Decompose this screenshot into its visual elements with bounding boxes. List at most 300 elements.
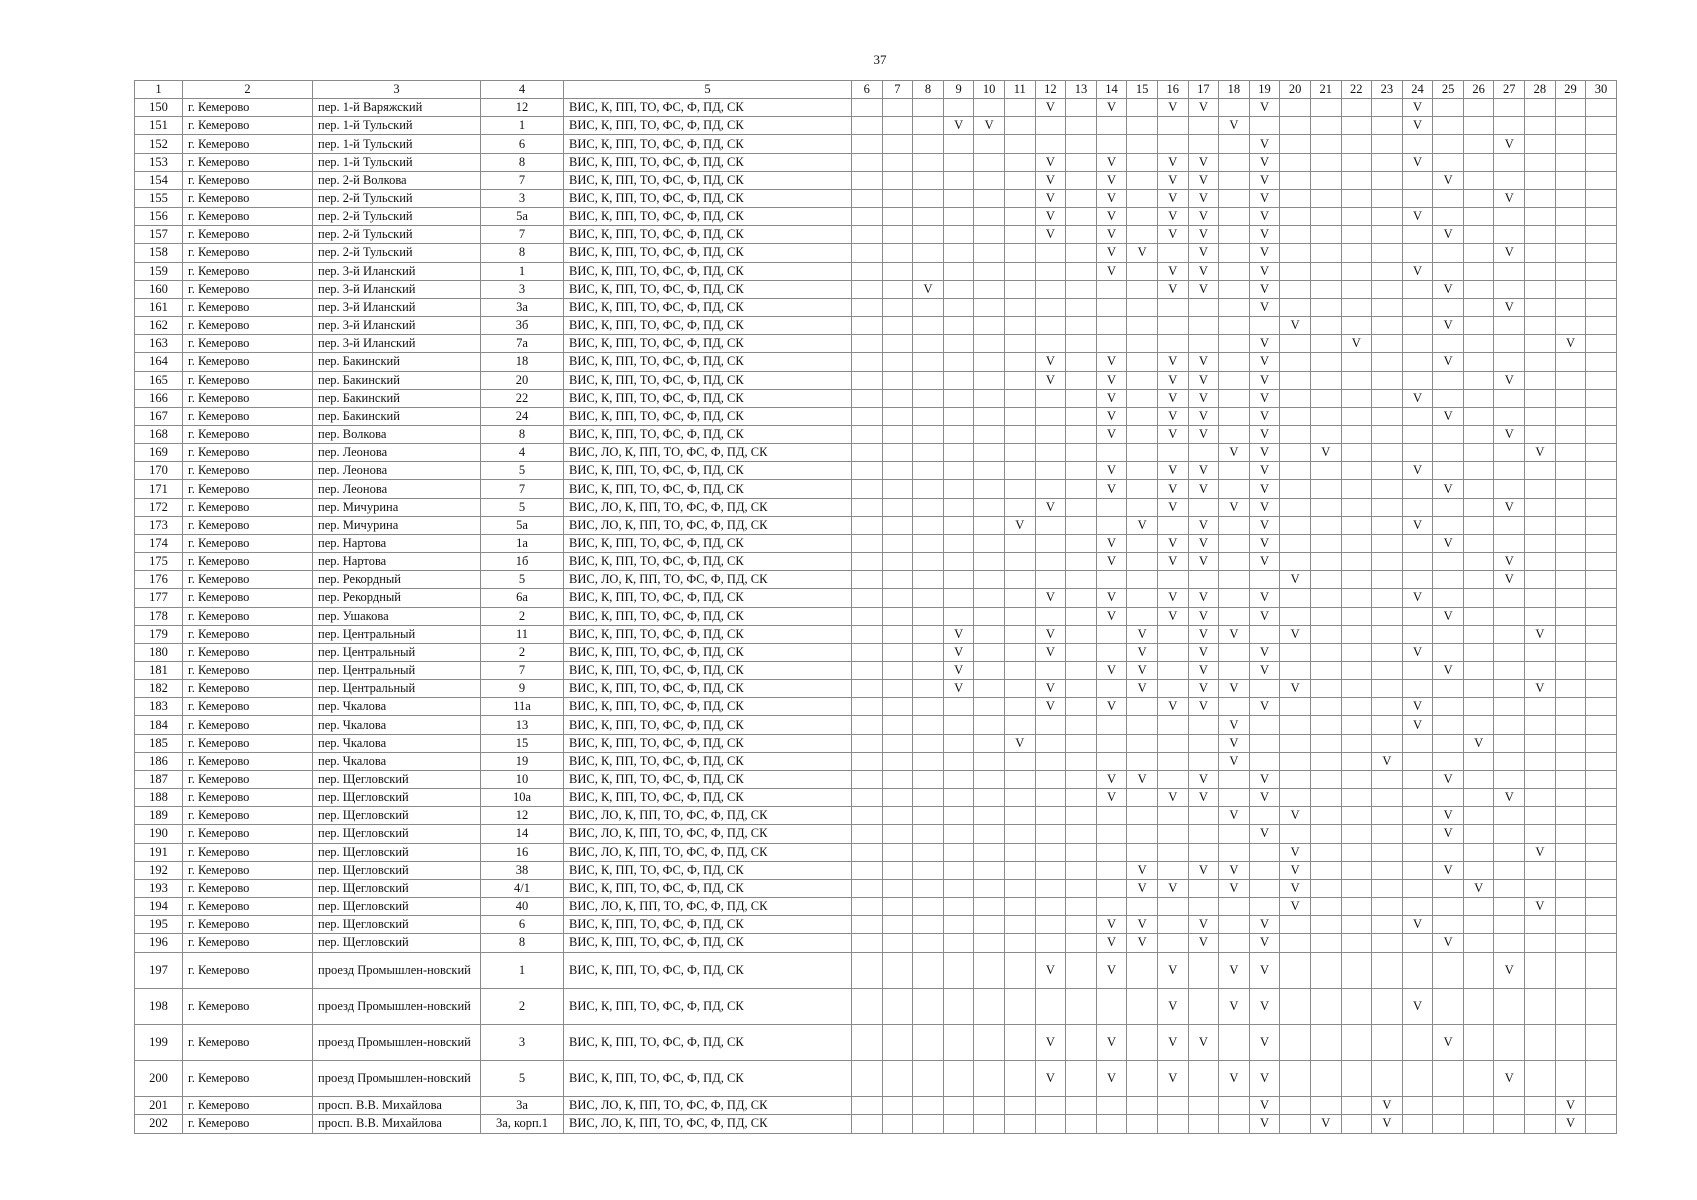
header-cell: 14 bbox=[1096, 81, 1127, 99]
mark-cell bbox=[1372, 625, 1403, 643]
mark-cell bbox=[1341, 135, 1372, 153]
mark-cell bbox=[1341, 516, 1372, 534]
mark-cell: V bbox=[1188, 226, 1219, 244]
mark-cell bbox=[1280, 371, 1311, 389]
mark-cell bbox=[1372, 879, 1403, 897]
mark-cell bbox=[1219, 407, 1250, 425]
row-number-cell: 193 bbox=[135, 879, 183, 897]
mark-cell bbox=[1310, 952, 1341, 988]
mark-cell: V bbox=[1249, 335, 1280, 353]
mark-cell bbox=[882, 208, 913, 226]
row-number-cell: 175 bbox=[135, 553, 183, 571]
mark-cell: V bbox=[1249, 371, 1280, 389]
mark-cell bbox=[1310, 171, 1341, 189]
mark-cell: V bbox=[1219, 952, 1250, 988]
mark-cell bbox=[1280, 1024, 1311, 1060]
codes-cell: ВИС, К, ПП, ТО, ФС, Ф, ПД, СК bbox=[564, 1024, 852, 1060]
mark-cell bbox=[1004, 898, 1035, 916]
mark-cell bbox=[1280, 135, 1311, 153]
header-cell: 21 bbox=[1310, 81, 1341, 99]
mark-cell bbox=[882, 117, 913, 135]
mark-cell bbox=[1219, 571, 1250, 589]
mark-cell bbox=[1219, 662, 1250, 680]
mark-cell bbox=[1157, 825, 1188, 843]
mark-cell bbox=[1096, 516, 1127, 534]
header-cell: 11 bbox=[1004, 81, 1035, 99]
table-row bbox=[135, 153, 1617, 171]
city-cell: г. Кемерово bbox=[183, 208, 313, 226]
mark-cell bbox=[1066, 298, 1097, 316]
mark-cell bbox=[1127, 389, 1158, 407]
row-number-cell: 152 bbox=[135, 135, 183, 153]
mark-cell bbox=[1066, 189, 1097, 207]
mark-cell bbox=[1219, 553, 1250, 571]
mark-cell bbox=[1525, 244, 1556, 262]
mark-cell bbox=[1249, 861, 1280, 879]
mark-cell bbox=[1280, 589, 1311, 607]
mark-cell bbox=[1463, 171, 1494, 189]
mark-cell bbox=[1525, 789, 1556, 807]
mark-cell: V bbox=[1341, 335, 1372, 353]
mark-cell bbox=[1035, 444, 1066, 462]
mark-cell bbox=[1494, 353, 1525, 371]
mark-cell bbox=[1066, 262, 1097, 280]
row-number-cell: 187 bbox=[135, 770, 183, 788]
mark-cell bbox=[1525, 879, 1556, 897]
house-cell: 18 bbox=[481, 353, 564, 371]
mark-cell: V bbox=[1402, 698, 1433, 716]
mark-cell bbox=[1494, 280, 1525, 298]
street-cell: пер. 1-й Тульский bbox=[313, 153, 481, 171]
mark-cell bbox=[974, 734, 1005, 752]
street-cell: проезд Промышлен-новский bbox=[313, 1061, 481, 1097]
mark-cell bbox=[1280, 553, 1311, 571]
mark-cell bbox=[882, 171, 913, 189]
mark-cell bbox=[1494, 879, 1525, 897]
mark-cell bbox=[1586, 607, 1617, 625]
house-cell: 10а bbox=[481, 789, 564, 807]
mark-cell bbox=[1127, 407, 1158, 425]
mark-cell bbox=[974, 934, 1005, 952]
city-cell: г. Кемерово bbox=[183, 807, 313, 825]
mark-cell bbox=[1463, 553, 1494, 571]
mark-cell bbox=[852, 280, 883, 298]
mark-cell: V bbox=[1280, 843, 1311, 861]
mark-cell: V bbox=[1280, 898, 1311, 916]
mark-cell bbox=[1555, 407, 1586, 425]
mark-cell bbox=[882, 298, 913, 316]
mark-cell: V bbox=[1433, 226, 1464, 244]
mark-cell bbox=[852, 117, 883, 135]
mark-cell bbox=[943, 407, 974, 425]
mark-cell bbox=[974, 789, 1005, 807]
mark-cell bbox=[974, 534, 1005, 552]
mark-cell: V bbox=[1188, 153, 1219, 171]
city-cell: г. Кемерово bbox=[183, 589, 313, 607]
table-row bbox=[135, 825, 1617, 843]
mark-cell: V bbox=[1004, 734, 1035, 752]
city-cell: г. Кемерово bbox=[183, 643, 313, 661]
mark-cell bbox=[882, 189, 913, 207]
header-cell: 20 bbox=[1280, 81, 1311, 99]
mark-cell: V bbox=[1372, 1097, 1403, 1115]
mark-cell bbox=[1433, 643, 1464, 661]
header-cell: 29 bbox=[1555, 81, 1586, 99]
mark-cell: V bbox=[1219, 752, 1250, 770]
mark-cell: V bbox=[1433, 807, 1464, 825]
mark-cell bbox=[1004, 843, 1035, 861]
mark-cell bbox=[974, 698, 1005, 716]
house-cell: 15 bbox=[481, 734, 564, 752]
mark-cell bbox=[1402, 407, 1433, 425]
mark-cell bbox=[1310, 226, 1341, 244]
mark-cell bbox=[1035, 662, 1066, 680]
codes-cell: ВИС, К, ПП, ТО, ФС, Ф, ПД, СК bbox=[564, 716, 852, 734]
mark-cell: V bbox=[1188, 1024, 1219, 1060]
mark-cell bbox=[1525, 335, 1556, 353]
mark-cell bbox=[1157, 625, 1188, 643]
street-cell: проезд Промышлен-новский bbox=[313, 952, 481, 988]
mark-cell bbox=[1463, 716, 1494, 734]
mark-cell: V bbox=[1433, 607, 1464, 625]
mark-cell: V bbox=[1188, 698, 1219, 716]
mark-cell bbox=[1586, 898, 1617, 916]
mark-cell bbox=[1310, 1061, 1341, 1097]
mark-cell bbox=[1463, 589, 1494, 607]
house-cell: 5 bbox=[481, 571, 564, 589]
mark-cell: V bbox=[1096, 916, 1127, 934]
mark-cell: V bbox=[1249, 189, 1280, 207]
mark-cell bbox=[1433, 752, 1464, 770]
mark-cell bbox=[974, 898, 1005, 916]
mark-cell: V bbox=[1096, 153, 1127, 171]
mark-cell bbox=[1310, 135, 1341, 153]
mark-cell: V bbox=[1494, 1061, 1525, 1097]
mark-cell bbox=[1586, 298, 1617, 316]
house-cell: 8 bbox=[481, 244, 564, 262]
mark-cell: V bbox=[1494, 571, 1525, 589]
mark-cell bbox=[1463, 407, 1494, 425]
mark-cell bbox=[1555, 208, 1586, 226]
mark-cell bbox=[1188, 734, 1219, 752]
mark-cell: V bbox=[1188, 262, 1219, 280]
mark-cell bbox=[943, 589, 974, 607]
mark-cell: V bbox=[1127, 879, 1158, 897]
mark-cell: V bbox=[1096, 480, 1127, 498]
mark-cell bbox=[1280, 298, 1311, 316]
mark-cell: V bbox=[1096, 934, 1127, 952]
mark-cell: V bbox=[1157, 389, 1188, 407]
mark-cell bbox=[913, 117, 944, 135]
mark-cell bbox=[1586, 698, 1617, 716]
mark-cell bbox=[974, 643, 1005, 661]
mark-cell bbox=[1127, 171, 1158, 189]
mark-cell: V bbox=[1219, 861, 1250, 879]
row-number-cell: 167 bbox=[135, 407, 183, 425]
codes-cell: ВИС, ЛО, К, ПП, ТО, ФС, Ф, ПД, СК bbox=[564, 807, 852, 825]
mark-cell bbox=[852, 171, 883, 189]
street-cell: пер. Мичурина bbox=[313, 498, 481, 516]
mark-cell: V bbox=[1249, 171, 1280, 189]
mark-cell bbox=[1066, 407, 1097, 425]
mark-cell bbox=[1555, 317, 1586, 335]
mark-cell bbox=[1586, 135, 1617, 153]
mark-cell bbox=[1127, 898, 1158, 916]
house-cell: 1 bbox=[481, 952, 564, 988]
mark-cell bbox=[1341, 317, 1372, 335]
mark-cell bbox=[1127, 716, 1158, 734]
mark-cell bbox=[1555, 516, 1586, 534]
mark-cell: V bbox=[1157, 1061, 1188, 1097]
mark-cell bbox=[1372, 444, 1403, 462]
mark-cell bbox=[1494, 988, 1525, 1024]
mark-cell bbox=[1494, 716, 1525, 734]
mark-cell bbox=[1433, 389, 1464, 407]
mark-cell bbox=[1219, 208, 1250, 226]
mark-cell bbox=[1096, 625, 1127, 643]
street-cell: пер. Щегловский bbox=[313, 825, 481, 843]
mark-cell bbox=[1280, 444, 1311, 462]
row-number-cell: 185 bbox=[135, 734, 183, 752]
mark-cell bbox=[1586, 444, 1617, 462]
mark-cell: V bbox=[1249, 1115, 1280, 1133]
mark-cell bbox=[974, 1061, 1005, 1097]
mark-cell bbox=[1402, 662, 1433, 680]
mark-cell bbox=[1433, 462, 1464, 480]
mark-cell bbox=[1035, 480, 1066, 498]
row-number-cell: 177 bbox=[135, 589, 183, 607]
mark-cell: V bbox=[943, 643, 974, 661]
mark-cell bbox=[1249, 843, 1280, 861]
mark-cell bbox=[1586, 153, 1617, 171]
mark-cell: V bbox=[1494, 498, 1525, 516]
mark-cell bbox=[1372, 117, 1403, 135]
mark-cell bbox=[1188, 879, 1219, 897]
street-cell: пер. Рекордный bbox=[313, 571, 481, 589]
header-cell: 24 bbox=[1402, 81, 1433, 99]
house-cell: 11а bbox=[481, 698, 564, 716]
mark-cell bbox=[1280, 916, 1311, 934]
mark-cell bbox=[1341, 1115, 1372, 1133]
mark-cell bbox=[1004, 244, 1035, 262]
house-cell: 2 bbox=[481, 643, 564, 661]
mark-cell bbox=[1341, 825, 1372, 843]
mark-cell bbox=[1127, 280, 1158, 298]
mark-cell bbox=[1341, 698, 1372, 716]
mark-cell bbox=[1188, 898, 1219, 916]
mark-cell bbox=[1402, 770, 1433, 788]
mark-cell bbox=[1494, 1024, 1525, 1060]
mark-cell bbox=[1555, 534, 1586, 552]
mark-cell bbox=[1402, 553, 1433, 571]
mark-cell: V bbox=[1494, 553, 1525, 571]
mark-cell bbox=[974, 244, 1005, 262]
mark-cell bbox=[1066, 861, 1097, 879]
row-number-cell: 157 bbox=[135, 226, 183, 244]
mark-cell bbox=[1341, 789, 1372, 807]
mark-cell: V bbox=[1188, 480, 1219, 498]
mark-cell: V bbox=[1004, 516, 1035, 534]
mark-cell bbox=[1127, 353, 1158, 371]
street-cell: пер. Леонова bbox=[313, 444, 481, 462]
mark-cell: V bbox=[1096, 189, 1127, 207]
mark-cell bbox=[1555, 916, 1586, 934]
mark-cell: V bbox=[1157, 553, 1188, 571]
mark-cell: V bbox=[1188, 934, 1219, 952]
mark-cell bbox=[913, 353, 944, 371]
mark-cell bbox=[1494, 444, 1525, 462]
mark-cell bbox=[1066, 553, 1097, 571]
house-cell: 7 bbox=[481, 662, 564, 680]
mark-cell bbox=[1402, 934, 1433, 952]
mark-cell bbox=[1280, 99, 1311, 117]
mark-cell bbox=[913, 879, 944, 897]
codes-cell: ВИС, К, ПП, ТО, ФС, Ф, ПД, СК bbox=[564, 280, 852, 298]
mark-cell bbox=[1555, 189, 1586, 207]
mark-cell bbox=[852, 389, 883, 407]
mark-cell: V bbox=[1249, 825, 1280, 843]
mark-cell bbox=[1372, 99, 1403, 117]
mark-cell bbox=[1433, 99, 1464, 117]
mark-cell: V bbox=[1157, 589, 1188, 607]
house-cell: 5 bbox=[481, 462, 564, 480]
mark-cell: V bbox=[1127, 625, 1158, 643]
row-number-cell: 171 bbox=[135, 480, 183, 498]
mark-cell bbox=[852, 444, 883, 462]
table-row bbox=[135, 607, 1617, 625]
mark-cell bbox=[943, 934, 974, 952]
mark-cell: V bbox=[943, 680, 974, 698]
mark-cell: V bbox=[1249, 262, 1280, 280]
row-number-cell: 184 bbox=[135, 716, 183, 734]
mark-cell: V bbox=[1433, 480, 1464, 498]
street-cell: пер. Щегловский bbox=[313, 843, 481, 861]
mark-cell bbox=[1035, 553, 1066, 571]
mark-cell bbox=[1096, 680, 1127, 698]
mark-cell bbox=[1096, 444, 1127, 462]
mark-cell bbox=[1127, 698, 1158, 716]
mark-cell: V bbox=[1127, 861, 1158, 879]
mark-cell bbox=[1372, 770, 1403, 788]
mark-cell bbox=[1219, 516, 1250, 534]
mark-cell bbox=[1555, 643, 1586, 661]
mark-cell: V bbox=[1402, 643, 1433, 661]
mark-cell bbox=[1463, 153, 1494, 171]
mark-cell bbox=[1249, 898, 1280, 916]
mark-cell bbox=[913, 625, 944, 643]
house-cell: 7а bbox=[481, 335, 564, 353]
mark-cell: V bbox=[1402, 99, 1433, 117]
mark-cell bbox=[1525, 553, 1556, 571]
mark-cell bbox=[1066, 335, 1097, 353]
mark-cell bbox=[1066, 825, 1097, 843]
mark-cell: V bbox=[1402, 262, 1433, 280]
mark-cell bbox=[1066, 843, 1097, 861]
mark-cell bbox=[1096, 1115, 1127, 1133]
mark-cell bbox=[1402, 371, 1433, 389]
mark-cell bbox=[1310, 770, 1341, 788]
mark-cell bbox=[913, 662, 944, 680]
city-cell: г. Кемерово bbox=[183, 716, 313, 734]
codes-cell: ВИС, К, ПП, ТО, ФС, Ф, ПД, СК bbox=[564, 752, 852, 770]
mark-cell bbox=[1035, 807, 1066, 825]
city-cell: г. Кемерово bbox=[183, 680, 313, 698]
mark-cell bbox=[1004, 934, 1035, 952]
mark-cell bbox=[852, 680, 883, 698]
mark-cell bbox=[1127, 1024, 1158, 1060]
mark-cell bbox=[882, 734, 913, 752]
house-cell: 1б bbox=[481, 553, 564, 571]
mark-cell bbox=[1372, 1024, 1403, 1060]
mark-cell bbox=[1280, 407, 1311, 425]
mark-cell bbox=[1066, 879, 1097, 897]
mark-cell: V bbox=[1219, 734, 1250, 752]
house-cell: 9 bbox=[481, 680, 564, 698]
header-cell: 23 bbox=[1372, 81, 1403, 99]
mark-cell bbox=[1066, 698, 1097, 716]
mark-cell bbox=[1035, 317, 1066, 335]
mark-cell bbox=[852, 934, 883, 952]
mark-cell bbox=[1372, 643, 1403, 661]
mark-cell bbox=[1219, 462, 1250, 480]
mark-cell bbox=[1127, 607, 1158, 625]
mark-cell bbox=[1310, 317, 1341, 335]
mark-cell: V bbox=[1433, 280, 1464, 298]
mark-cell bbox=[1096, 734, 1127, 752]
mark-cell bbox=[1433, 135, 1464, 153]
mark-cell bbox=[1188, 952, 1219, 988]
mark-cell bbox=[974, 843, 1005, 861]
mark-cell bbox=[1280, 934, 1311, 952]
table-row bbox=[135, 99, 1617, 117]
table-row bbox=[135, 1061, 1617, 1097]
mark-cell: V bbox=[1096, 662, 1127, 680]
mark-cell bbox=[1433, 898, 1464, 916]
mark-cell bbox=[1494, 807, 1525, 825]
mark-cell bbox=[1310, 607, 1341, 625]
mark-cell bbox=[852, 571, 883, 589]
mark-cell bbox=[1035, 298, 1066, 316]
codes-cell: ВИС, ЛО, К, ПП, ТО, ФС, Ф, ПД, СК bbox=[564, 444, 852, 462]
mark-cell bbox=[974, 135, 1005, 153]
mark-cell bbox=[1372, 716, 1403, 734]
mark-cell bbox=[1310, 280, 1341, 298]
mark-cell: V bbox=[1096, 589, 1127, 607]
mark-cell bbox=[1004, 589, 1035, 607]
mark-cell bbox=[1433, 988, 1464, 1024]
mark-cell bbox=[943, 498, 974, 516]
mark-cell bbox=[974, 444, 1005, 462]
mark-cell bbox=[943, 444, 974, 462]
mark-cell bbox=[1433, 680, 1464, 698]
mark-cell: V bbox=[1096, 407, 1127, 425]
mark-cell bbox=[1341, 625, 1372, 643]
mark-cell bbox=[852, 99, 883, 117]
mark-cell: V bbox=[1035, 189, 1066, 207]
mark-cell bbox=[852, 1061, 883, 1097]
codes-cell: ВИС, К, ПП, ТО, ФС, Ф, ПД, СК bbox=[564, 480, 852, 498]
mark-cell bbox=[913, 734, 944, 752]
mark-cell bbox=[852, 516, 883, 534]
mark-cell: V bbox=[1157, 607, 1188, 625]
mark-cell bbox=[1463, 607, 1494, 625]
mark-cell bbox=[1586, 407, 1617, 425]
mark-cell bbox=[1035, 262, 1066, 280]
mark-cell bbox=[1157, 298, 1188, 316]
mark-cell bbox=[882, 716, 913, 734]
mark-cell bbox=[943, 1097, 974, 1115]
codes-cell: ВИС, К, ПП, ТО, ФС, Ф, ПД, СК bbox=[564, 589, 852, 607]
